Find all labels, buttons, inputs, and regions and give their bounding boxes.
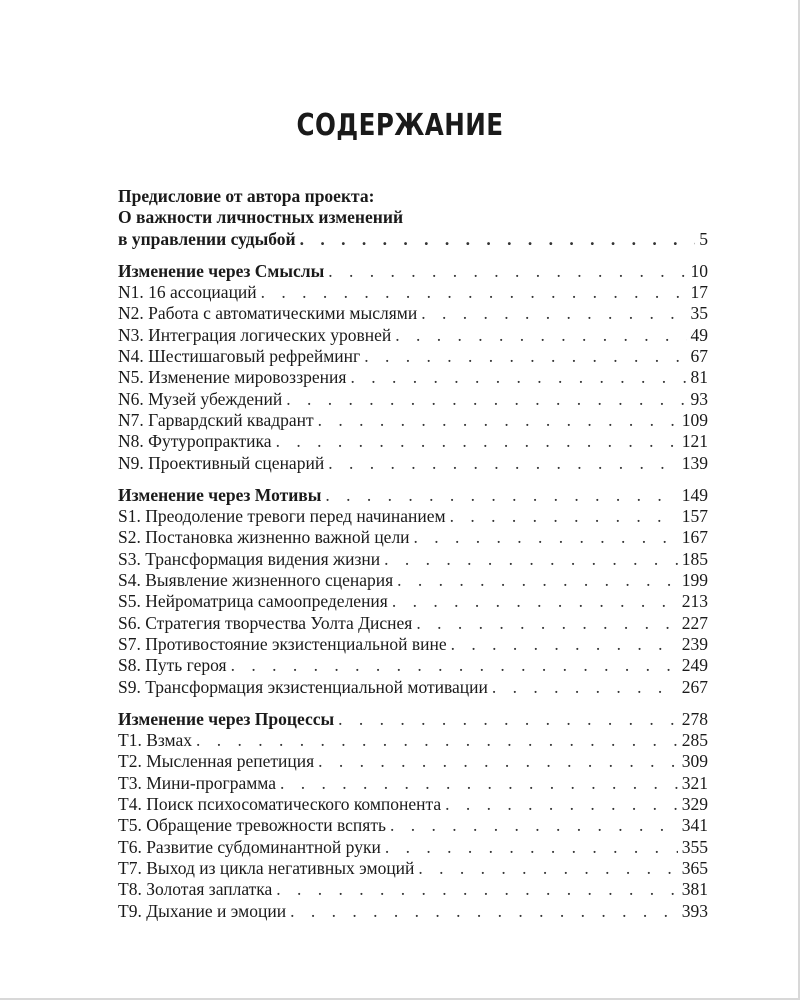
page-number: 139 [681,452,708,473]
toc-entry-label: T6. Развитие субдоминантной руки [118,836,381,857]
page-number: 278 [681,708,708,729]
toc-entry[interactable] [118,410,708,431]
toc-entry[interactable] [118,613,708,634]
toc-entry-label: S2. Постановка жизненно важной цели [118,527,410,548]
toc-section-heading[interactable] [118,485,708,506]
page-title: СОДЕРЖАНИЕ [296,108,504,143]
toc-entry-label: S1. Преодоление тревоги перед начинанием [118,506,446,527]
dot-leader [395,325,686,346]
toc-section-heading[interactable] [118,261,708,282]
dot-leader [416,613,677,634]
page-number: 49 [690,324,708,345]
page-number: 167 [681,527,708,548]
dot-leader [421,303,686,324]
toc-entry-label: N9. Проективный сценарий [118,452,325,473]
toc-entry[interactable] [118,837,708,858]
toc-entry-label: S4. Выявление жизненного сценария [118,570,394,591]
dot-leader [392,591,678,612]
section-gap [118,250,708,261]
toc-entry-label: N8. Футуропрактика [118,431,272,452]
page-number: 5 [699,228,708,249]
page-number: 249 [681,655,708,676]
page-number: 365 [681,857,708,878]
toc-entry[interactable] [118,677,708,698]
toc-entry-label: N6. Музей убеждений [118,388,283,409]
dot-leader [390,815,678,836]
preface-line-1: Предисловие от автора проекта: [118,186,375,206]
dot-leader [450,506,678,527]
dot-leader [451,634,678,655]
dot-leader [325,485,677,506]
toc-entry-label: T3. Мини-программа [118,772,277,793]
page-number: 213 [681,591,708,612]
page-number: 381 [681,879,708,900]
page-number: 10 [690,260,708,281]
toc-entry[interactable] [118,325,708,346]
page-number: 393 [681,900,708,921]
page-number: 341 [681,815,708,836]
dot-leader [231,655,678,676]
toc-entry-label: T4. Поиск психосоматического компонента [118,794,442,815]
toc-entry-preface[interactable] [118,229,708,250]
page-number: 239 [681,633,708,654]
toc-entry-label: N1. 16 ассоциаций [118,282,257,303]
dot-leader [318,410,678,431]
toc-entry[interactable] [118,591,708,612]
dot-leader [286,389,686,410]
toc-entry-label: T9. Дыхание и эмоции [118,900,287,921]
dot-leader [276,879,677,900]
page-number: 67 [690,346,708,367]
toc-entry[interactable] [118,815,708,836]
section-heading-label: Изменение через Смыслы [118,260,325,281]
dot-leader [338,709,678,730]
toc-entry-label: T2. Мысленная репетиция [118,751,315,772]
dot-leader [445,794,678,815]
toc-entry[interactable] [118,389,708,410]
toc-entry[interactable] [118,367,708,388]
toc-entry-label: S3. Трансформация видения жизни [118,548,381,569]
toc-entry-label: S6. Стратегия творчества Уолта Диснея [118,612,413,633]
page-number: 267 [681,676,708,697]
dot-leader [328,261,686,282]
dot-leader [328,453,678,474]
toc-entry-label: S5. Нейроматрица самоопределения [118,591,388,612]
toc-entry[interactable] [118,506,708,527]
toc-entry[interactable] [118,794,708,815]
page-number: 199 [681,570,708,591]
toc-entry[interactable] [118,570,708,591]
toc-entry-label: N7. Гарвардский квадрант [118,409,314,430]
preface-line-3: в управлении судыбой [118,228,296,249]
toc-entry[interactable] [118,431,708,452]
page-number: 121 [681,431,708,452]
page-number: 227 [681,612,708,633]
toc-entry[interactable] [118,655,708,676]
toc-entry-label: T5. Обращение тревожности вспять [118,815,386,836]
dot-leader [196,730,678,751]
page-number: 285 [681,730,708,751]
toc-entry[interactable] [118,901,708,922]
dot-leader [318,751,678,772]
toc-entry-label: S7. Противостояние экзистенциальной вине [118,633,447,654]
dot-leader [261,282,687,303]
page-number: 309 [681,751,708,772]
page-number: 109 [681,409,708,430]
toc-entry[interactable] [118,730,708,751]
toc-entry-label: N4. Шестишаговый рефрейминг [118,346,361,367]
page-number: 329 [681,794,708,815]
page-number: 81 [690,367,708,388]
toc-entry[interactable] [118,549,708,570]
toc-entry-label: N3. Интеграция логических уровней [118,324,392,345]
dot-leader [280,773,678,794]
toc-entry[interactable] [118,453,708,474]
toc-entry-label: T7. Выход из цикла негативных эмоций [118,857,415,878]
toc-entry[interactable] [118,303,708,324]
toc-entry[interactable] [118,282,708,303]
dot-leader [290,901,678,922]
dot-leader [300,229,696,250]
toc-entry[interactable] [118,858,708,879]
toc-entry[interactable] [118,879,708,900]
dot-leader [350,367,686,388]
dot-leader [414,527,678,548]
toc-entry-label: N5. Изменение мировоззрения [118,367,347,388]
page-number: 185 [681,548,708,569]
section-heading-label: Изменение через Мотивы [118,484,322,505]
table-of-contents [118,186,708,922]
page-number: 93 [690,388,708,409]
toc-sections [118,250,708,922]
dot-leader [385,837,678,858]
dot-leader [397,570,678,591]
section-heading-label: Изменение через Процессы [118,708,335,729]
section-gap [118,474,708,485]
page-number: 355 [681,836,708,857]
page-number: 321 [681,772,708,793]
toc-entry[interactable] [118,751,708,772]
dot-leader [384,549,678,570]
dot-leader [276,431,678,452]
preface-line-2: О важности личностных изменений [118,207,404,228]
toc-entry-label: T1. Взмах [118,730,192,751]
section-gap [118,698,708,709]
toc-entry-label: S9. Трансформация экзистенциальной мотивации [118,676,488,697]
page-number: 35 [690,303,708,324]
page-number: 17 [690,282,708,303]
toc-entry-label: N2. Работа с автоматическими мыслями [118,303,418,324]
toc-entry[interactable] [118,634,708,655]
toc-entry-label: T8. Золотая заплатка [118,879,273,900]
dot-leader [364,346,686,367]
toc-entry-label: S8. Путь героя [118,655,227,676]
dot-leader [492,677,678,698]
page-number: 157 [681,506,708,527]
page-number: 149 [681,484,708,505]
toc-entry[interactable] [118,527,708,548]
toc-entry[interactable] [118,346,708,367]
toc-entry[interactable] [118,773,708,794]
dot-leader [418,858,677,879]
toc-section-heading[interactable] [118,709,708,730]
